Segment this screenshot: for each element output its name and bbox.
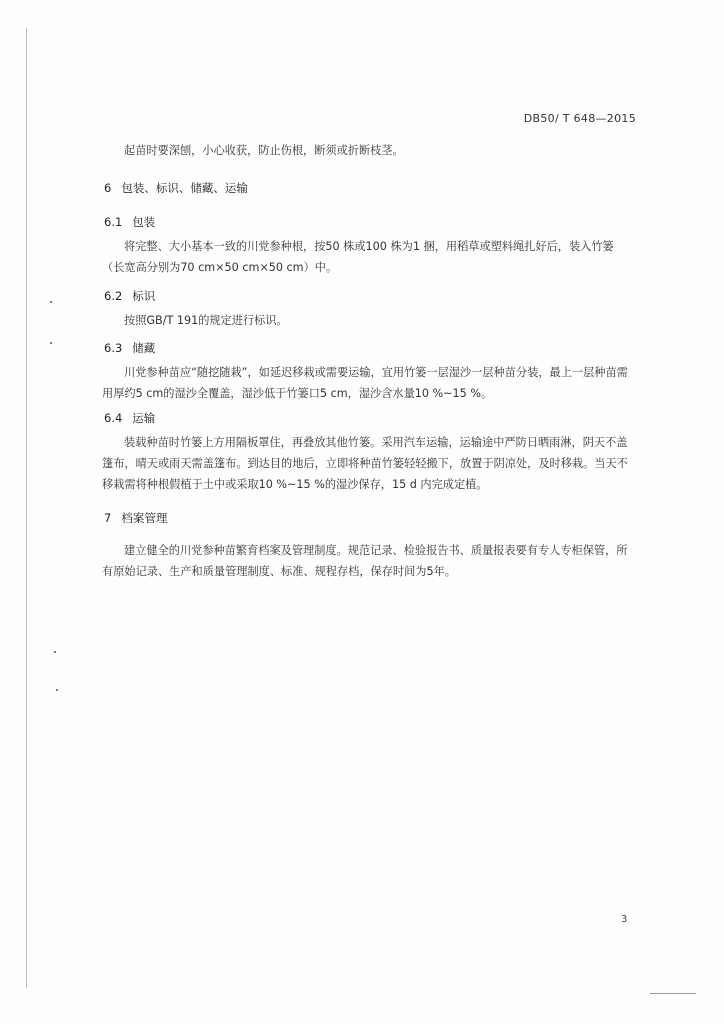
section-6-4-number: 6.4	[104, 411, 123, 425]
scan-edge-mark	[650, 993, 696, 994]
section-6-1-number: 6.1	[104, 215, 123, 229]
section-6-2-body: 按照GB/T 191的规定进行标识。	[124, 314, 288, 327]
section-6-heading	[104, 180, 248, 196]
section-6-3-heading	[104, 340, 155, 356]
section-7-heading	[104, 510, 167, 526]
scan-speck	[56, 689, 58, 691]
section-7-number: 7	[104, 511, 112, 525]
section-6-2-title: 标识	[132, 289, 156, 303]
page-number: 3	[621, 914, 628, 925]
section-6-3-number: 6.3	[104, 341, 123, 355]
section-6-4-body: 装载种苗时竹篓上方用隔板罩住，再叠放其他竹篓。采用汽车运输，运输途中严防日晒雨淋，阴天不盖篷布，晴天或雨天需盖篷布。到达目的地后，立即将种苗竹篓轻轻搬下，放置于阴凉处，及时移栽。当天不移栽需将种根假植于土中或采取10 %~15 %的湿沙保存，15 d 内完成定植。	[102, 436, 628, 491]
section-6-2-number: 6.2	[104, 289, 123, 303]
section-6-1-title: 包装	[132, 215, 156, 229]
section-6-3-body: 川党参种苗应“随挖随栽”，如延迟移栽或需要运输，宜用竹篓一层湿沙一层种苗分装，最上一层种苗需用厚约5 cm的湿沙全覆盖，湿沙低于竹篓口5 cm，湿沙含水量10 %~15 %。	[102, 366, 628, 400]
section-7-body: 建立健全的川党参种苗繁育档案及管理制度。规范记录、检验报告书、质量报表要有专人专柜保管，所有原始记录、生产和质量管理制度、标准、规程存档，保存时间为5年。	[102, 544, 628, 578]
standard-code: DB50/ T 648—2015	[523, 112, 636, 125]
section-7-title: 档案管理	[121, 511, 168, 525]
section-6-title: 包装、标识、储藏、运输	[121, 181, 248, 195]
section-6-3-title: 储藏	[132, 341, 156, 355]
section-6-4-heading	[104, 410, 155, 426]
section-6-4-title: 运输	[132, 411, 156, 425]
section-6-number: 6	[104, 181, 112, 195]
scan-speck	[50, 342, 52, 344]
scan-speck	[54, 651, 56, 653]
section-6-1-heading	[104, 214, 155, 230]
section-6-1-body: 将完整、大小基本一致的川党参种根，按50 株或100 株为1 捆，用稻草或塑料绳扎好后，装入竹篓（长宽高分别为70 cm×50 cm×50 cm）中。	[102, 240, 614, 274]
section-6-2-heading	[104, 288, 155, 304]
binding-edge	[26, 28, 27, 988]
scan-speck	[50, 301, 52, 303]
continuation-paragraph: 起苗时要深刨，小心收获，防止伤根，断须或折断枝茎。	[124, 144, 404, 157]
